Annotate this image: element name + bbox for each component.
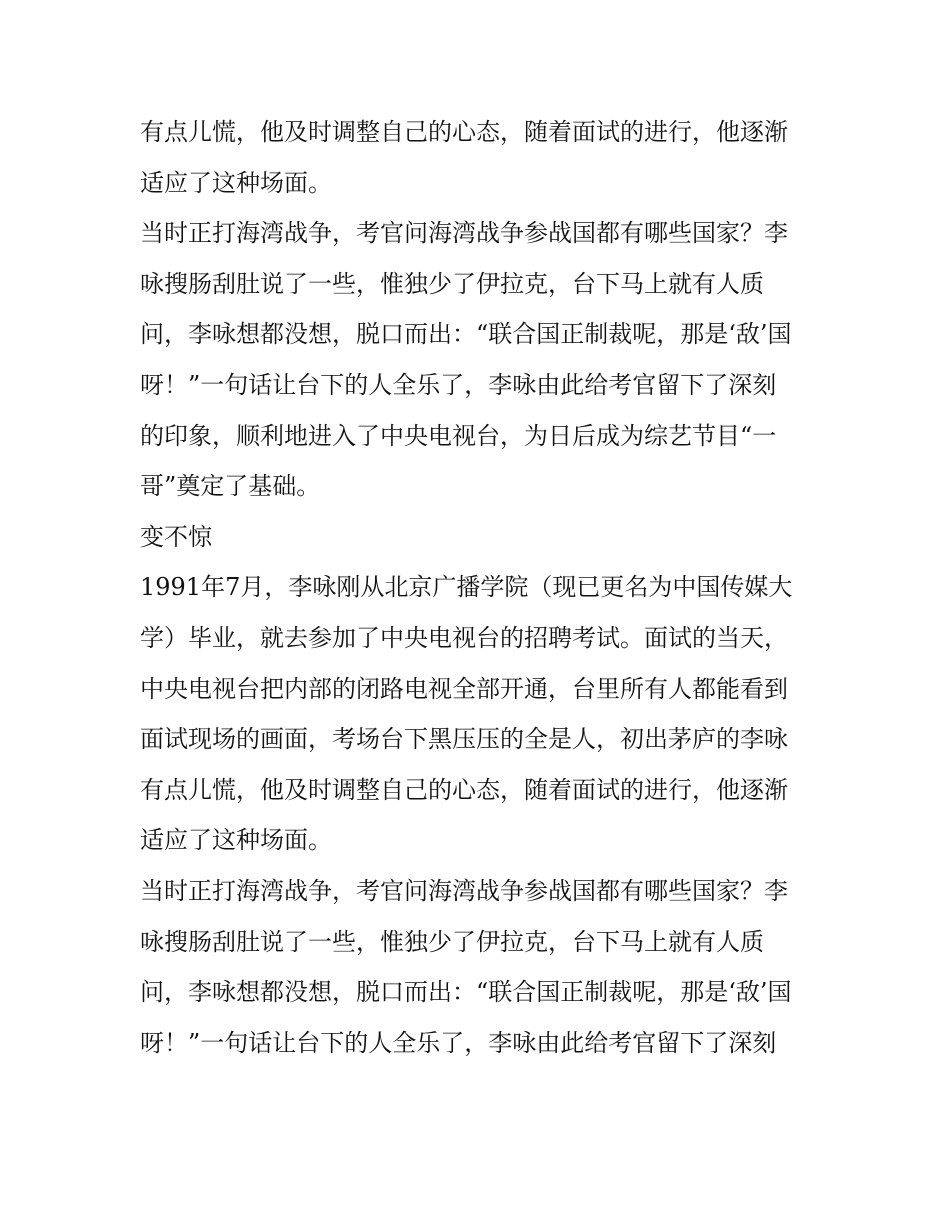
text-line: 适应了这种场面。 bbox=[140, 168, 332, 197]
text-line: 有点儿慌，他及时调整自己的心态，随着面试的进行，他逐渐 bbox=[140, 118, 788, 146]
text-line: 适应了这种场面。 bbox=[140, 826, 332, 855]
text-line: 的印象，顺利地进入了中央电视台，为日后成为综艺节目“一 bbox=[140, 421, 777, 450]
text-line: 问，李咏想都没想，脱口而出：“联合国正制裁呢，那是‘敌’国 bbox=[140, 978, 792, 1007]
text-line: 咏搜肠刮肚说了一些，惟独少了伊拉克，台下马上就有人质 bbox=[140, 269, 764, 298]
text-line: 有点儿慌，他及时调整自己的心态，随着面试的进行，他逐渐 bbox=[140, 775, 788, 804]
text-line: 呀！”一句话让台下的人全乐了，李咏由此给考官留下了深刻 bbox=[140, 370, 777, 399]
body-text bbox=[140, 107, 820, 1068]
text-line: 中央电视台把内部的闭路电视全部开通，台里所有人都能看到 bbox=[140, 674, 788, 703]
text-line: 面试现场的画面，考场台下黑压压的全是人，初出茅庐的李咏 bbox=[140, 725, 788, 754]
section-heading: 变不惊 bbox=[140, 522, 212, 551]
text-line: 当时正打海湾战争，考官问海湾战争参战国都有哪些国家？李 bbox=[140, 219, 788, 248]
text-line: 哥”奠定了基础。 bbox=[140, 472, 321, 501]
text-line: 1991年7月，李咏刚从北京广播学院（现已更名为中国传媒大 bbox=[140, 573, 793, 602]
text-line: 学）毕业，就去参加了中央电视台的招聘考试。面试的当天， bbox=[140, 623, 788, 652]
text-line: 当时正打海湾战争，考官问海湾战争参战国都有哪些国家？李 bbox=[140, 876, 788, 905]
text-line: 咏搜肠刮肚说了一些，惟独少了伊拉克，台下马上就有人质 bbox=[140, 927, 764, 956]
text-line: 呀！”一句话让台下的人全乐了，李咏由此给考官留下了深刻 bbox=[140, 1028, 777, 1057]
text-line: 问，李咏想都没想，脱口而出：“联合国正制裁呢，那是‘敌’国 bbox=[140, 320, 792, 349]
